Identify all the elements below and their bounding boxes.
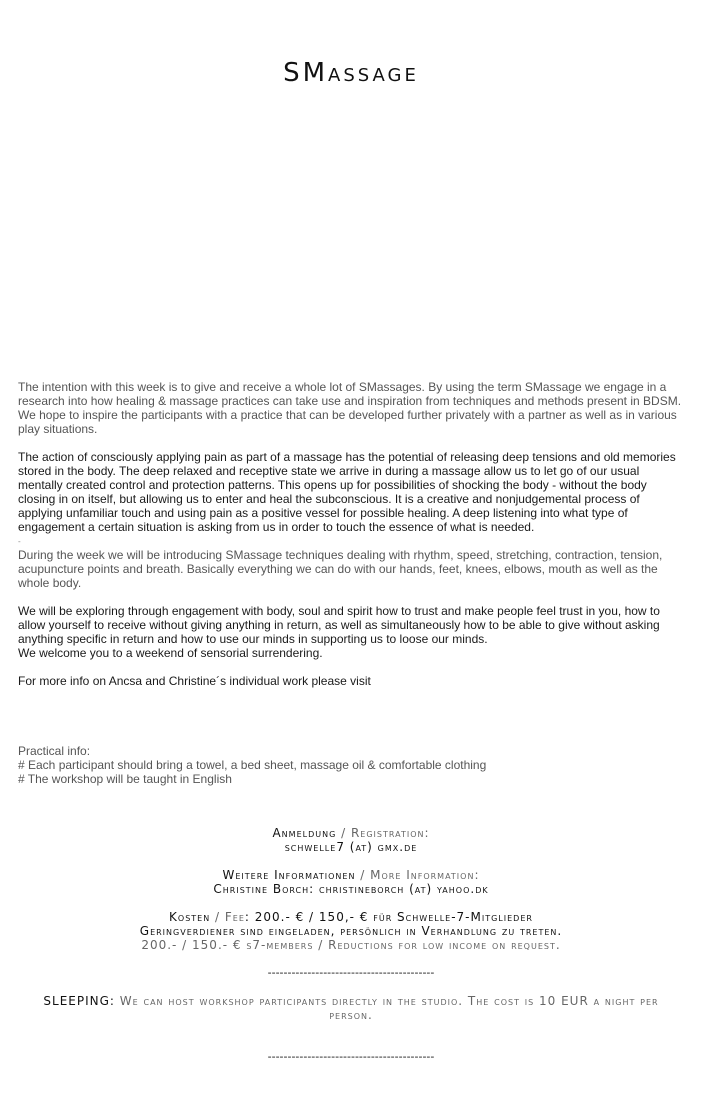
- week-techniques-paragraph: During the week we will be introducing SMassage techniques dealing with rhythm, speed, stretching, contraction, tension, acupuncture points and breath. Basically everything we can do with our hands, feet, knees, elbows, mouth as well as the whole body.: [18, 548, 663, 590]
- exploration-paragraph: We will be exploring through engagement with body, soul and spirit how to trust and make people feel trust in you, how to allow yourself to receive without giving anything in return, as well as simultaneously how to be able to give without asking anything specific in return and how to use our minds in supporting us to loose our minds.: [18, 604, 660, 646]
- information-label-de: Weitere Informationen: [222, 868, 356, 882]
- registration-separator: /: [336, 826, 351, 840]
- registration-label-de: Anmeldung: [272, 826, 337, 840]
- cost-label-de: Kosten: [169, 910, 211, 924]
- cost-label-en: Fee: [224, 910, 245, 924]
- practical-item-towel: # Each participant should bring a towel, a bed sheet, massage oil & comfortable clothing: [18, 758, 487, 772]
- information-contact: Christine Borch: christineborch (at) yahoo.dk: [213, 882, 489, 896]
- intro-paragraph: The intention with this week is to give and receive a whole lot of SMassages. By using the term SMassage we engage in a research into how healing & massage practices can take use and inspiration from techniques and methods present in BDSM. We hope to inspire the participants with a practice that can be developed further privately with a partner as well as in various play situations.: [18, 380, 682, 436]
- registration-heading: [0, 826, 702, 840]
- cost-separator: /: [210, 910, 225, 924]
- information-block: [0, 868, 702, 896]
- low-income-en: 200.- / 150.- € s7-members / Reductions for low income on request.: [141, 938, 561, 952]
- sleeping-text: We can host workshop participants directly in the studio. The cost is 10 EUR a night per person.: [114, 994, 659, 1022]
- separator-line: ------------------------------------------: [267, 966, 435, 979]
- registration-block: [0, 826, 702, 854]
- registration-email: schwelle7 (at) gmx.de: [284, 840, 418, 854]
- practical-heading: Practical info:: [18, 744, 91, 758]
- information-separator: /: [355, 868, 371, 882]
- practical-item-language: # The workshop will be taught in English: [18, 772, 232, 786]
- description-body: The intention with this week is to give and receive a whole lot of SMassages. By using the term SMassage we engage in a research into how healing & massage practices can take use and inspiration from techniques and methods present in BDSM. We hope to inspire the participants with a practice that can be developed further privately with a partner as well as in various play situations. The action of consciously applying pain as part of a massage has the potential of releasing deep tensions and old memories stored in the body. The deep relaxed and receptive state we arrive in during a massage allow us to let go of our usual mentally created control and protection patterns. This opens up for possibilities of shocking the body - without the body closing in on itself, but allowing us to enter and heal the subconscious. It is a creative and nonjudgemental process of applying unfamiliar touch and using pain as a positive vessel for possible healing. A deep listening into what type of engagement a certain situation is asking from us in order to touch the essence of what is needed. - During the week we will be introducing SMassage techniques dealing with rhythm, speed, stretching, contraction, tension, acupuncture points and breath. Basically everything we can do with our hands, feet, knees, elbows, mouth as well as the whole body. We will be exploring through engagement with body, soul and spirit how to trust and make people feel trust in you, how to allow yourself to receive without giving anything in return, as well as simultaneously how to be able to give without asking anything specific in return and how to use our minds in supporting us to loose our minds. We welcome you to a weekend of sensorial surrendering. For more info on Ancsa and Christine´s individual work please visit: [18, 380, 686, 702]
- pain-action-paragraph: The action of consciously applying pain as part of a massage has the potential of releasing deep tensions and old memories stored in the body. The deep relaxed and receptive state we arrive in during a massage allow us to let go of our usual mentally created control and protection patterns. This opens up for possibilities of shocking the body - without the body closing in on itself, but allowing us to enter and heal the subconscious. It is a creative and nonjudgemental process of applying unfamiliar touch and using pain as a positive vessel for possible healing. A deep listening into what type of engagement a certain situation is asking from us in order to touch the essence of what is needed.: [18, 450, 676, 534]
- sleeping-label: SLEEPING:: [43, 994, 115, 1008]
- separator-line-bottom: ------------------------------------------: [267, 1050, 435, 1063]
- information-heading: [0, 868, 702, 882]
- practical-info: [18, 744, 686, 786]
- welcome-paragraph: We welcome you to a weekend of sensorial surrendering.: [18, 646, 323, 660]
- cost-amount: : 200.- € / 150,- € für Schwelle-7-Mitglieder: [244, 910, 533, 924]
- page-title: SMassage: [283, 58, 419, 88]
- information-label-en: More Information:: [370, 868, 480, 882]
- more-info-paragraph: For more info on Ancsa and Christine´s individual work please visit: [18, 674, 371, 688]
- registration-label-en: Registration:: [350, 826, 430, 840]
- sleeping-block: [0, 994, 702, 1022]
- cost-line: [0, 910, 702, 924]
- low-income-de: Geringverdiener sind eingeladen, persönlich in Verhandlung zu treten.: [139, 924, 563, 938]
- cost-block: [0, 910, 702, 952]
